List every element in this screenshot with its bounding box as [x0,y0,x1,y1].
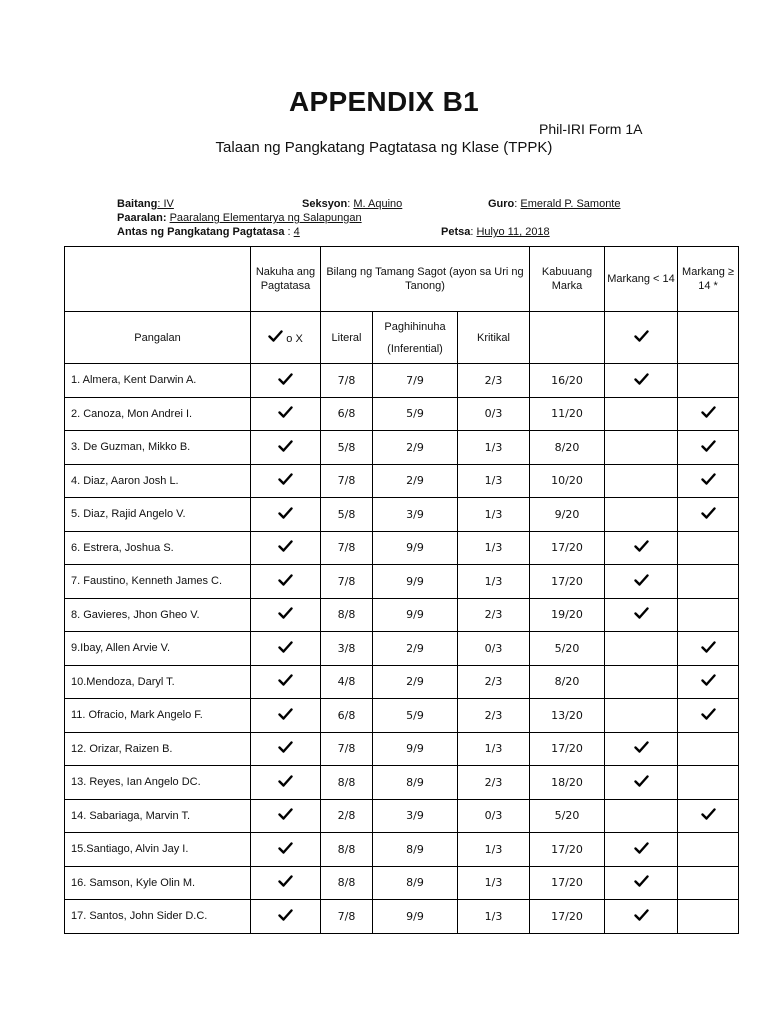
below-14-cell [605,364,678,398]
teacher-label: Guro [488,198,515,210]
check-icon [701,473,716,485]
check-icon [278,406,293,418]
literal-score: 5/8 [321,431,373,465]
above-14-cell [678,632,739,666]
critical-score: 1/3 [458,866,530,900]
check-icon [278,507,293,519]
critical-score: 1/3 [458,833,530,867]
above-14-cell [678,565,739,599]
check-icon [701,708,716,720]
header-above-14: Markang ≥ 14 * [678,247,739,312]
grade-value: : IV [157,198,174,210]
literal-score: 7/8 [321,464,373,498]
taken-cell [251,866,321,900]
above-14-cell [678,866,739,900]
inferential-score: 8/9 [373,766,458,800]
header-critical: Kritikal [458,312,530,364]
check-icon [278,540,293,552]
check-icon [278,875,293,887]
critical-score: 1/3 [458,498,530,532]
table-row [65,866,739,900]
header-above-blank [678,312,739,364]
taken-cell [251,598,321,632]
below-14-cell [605,799,678,833]
header-blank-cell [65,247,251,312]
section-label: Seksyon [302,198,348,210]
check-icon [634,741,649,753]
literal-score: 8/8 [321,598,373,632]
critical-score: 1/3 [458,565,530,599]
taken-cell [251,397,321,431]
taken-cell [251,364,321,398]
check-icon [278,909,293,921]
student-name: 14. Sabariaga, Marvin T. [65,799,251,833]
total-score: 11/20 [530,397,605,431]
taken-cell [251,565,321,599]
literal-score: 7/8 [321,364,373,398]
check-icon [634,574,649,586]
inferential-score: 8/9 [373,866,458,900]
student-name: 4. Diaz, Aaron Josh L. [65,464,251,498]
inferential-score: 9/9 [373,598,458,632]
taken-cell [251,632,321,666]
check-icon [634,842,649,854]
check-icon [634,540,649,552]
student-name: 9.Ibay, Allen Arvie V. [65,632,251,666]
assessment-table [64,246,739,934]
level-label: Antas ng Pangkatang Pagtatasa [117,226,285,238]
header-correct-answers: Bilang ng Tamang Sagot (ayon sa Uri ng Tanong) [321,247,530,312]
table-row [65,431,739,465]
total-score: 17/20 [530,900,605,934]
check-icon [278,641,293,653]
student-name: 17. Santos, John Sider D.C. [65,900,251,934]
table-row [65,699,739,733]
date-field: Petsa: Hulyo 11, 2018 [441,226,550,238]
total-score: 17/20 [530,833,605,867]
check-icon [634,909,649,921]
student-name: 11. Ofracio, Mark Angelo F. [65,699,251,733]
total-score: 17/20 [530,531,605,565]
student-name: 12. Orizar, Raizen B. [65,732,251,766]
taken-cell [251,900,321,934]
check-icon [701,406,716,418]
below-14-cell [605,866,678,900]
inferential-score: 3/9 [373,498,458,532]
table-header-row [65,247,739,312]
teacher-value: Emerald P. Samonte [520,198,621,210]
check-icon [701,808,716,820]
table-row [65,766,739,800]
taken-cell [251,732,321,766]
check-icon [701,507,716,519]
header-literal: Literal [321,312,373,364]
below-14-cell [605,531,678,565]
taken-cell [251,799,321,833]
taken-cell [251,464,321,498]
above-14-cell [678,464,739,498]
below-14-cell [605,565,678,599]
inferential-score: 5/9 [373,699,458,733]
student-name: 7. Faustino, Kenneth James C. [65,565,251,599]
check-icon [278,440,293,452]
table-row [65,498,739,532]
check-icon [278,607,293,619]
below-14-cell [605,598,678,632]
critical-score: 1/3 [458,531,530,565]
inferential-score: 5/9 [373,397,458,431]
literal-score: 6/8 [321,397,373,431]
critical-score: 2/3 [458,364,530,398]
header-inferential-line2: (Inferential) [387,342,443,355]
header-below-14: Markang < 14 [605,247,678,312]
table-row [65,732,739,766]
critical-score: 0/3 [458,799,530,833]
total-score: 17/20 [530,565,605,599]
inferential-score: 9/9 [373,531,458,565]
critical-score: 2/3 [458,598,530,632]
header-taken: Nakuha ang Pagtatasa [251,247,321,312]
table-row [65,364,739,398]
header-taken-legend [251,312,321,364]
table-row [65,598,739,632]
critical-score: 0/3 [458,632,530,666]
section-field: Seksyon: M. Aquino [302,198,403,210]
check-icon [278,842,293,854]
total-score: 17/20 [530,732,605,766]
total-score: 9/20 [530,498,605,532]
inferential-score: 2/9 [373,464,458,498]
total-score: 8/20 [530,665,605,699]
inferential-score: 2/9 [373,665,458,699]
critical-score: 2/3 [458,699,530,733]
school-field [117,212,362,224]
taken-cell [251,699,321,733]
student-name: 8. Gavieres, Jhon Gheo V. [65,598,251,632]
table-row [65,833,739,867]
check-icon [701,674,716,686]
taken-cell [251,431,321,465]
critical-score: 1/3 [458,732,530,766]
above-14-cell [678,665,739,699]
above-14-cell [678,766,739,800]
check-icon [278,373,293,385]
check-icon [634,373,649,385]
below-14-cell [605,431,678,465]
table-row [65,565,739,599]
below-14-cell [605,397,678,431]
table-row [65,464,739,498]
above-14-cell [678,699,739,733]
taken-cell [251,665,321,699]
student-name: 1. Almera, Kent Darwin A. [65,364,251,398]
inferential-score: 2/9 [373,431,458,465]
below-14-cell [605,498,678,532]
total-score: 13/20 [530,699,605,733]
below-14-cell [605,632,678,666]
school-label: Paaralan: [117,212,167,224]
student-name: 6. Estrera, Joshua S. [65,531,251,565]
check-icon [634,330,649,342]
taken-legend-text: o X [286,333,303,345]
total-score: 16/20 [530,364,605,398]
critical-score: 2/3 [458,766,530,800]
student-name: 16. Samson, Kyle Olin M. [65,866,251,900]
student-name: 2. Canoza, Mon Andrei I. [65,397,251,431]
header-inferential-line1: Paghihinuha [384,320,446,333]
check-icon [278,473,293,485]
above-14-cell [678,900,739,934]
header-name: Pangalan [65,312,251,364]
check-icon [634,607,649,619]
taken-cell [251,531,321,565]
critical-score: 0/3 [458,397,530,431]
header-inferential [373,312,458,364]
table-row [65,665,739,699]
total-score: 19/20 [530,598,605,632]
literal-score: 8/8 [321,833,373,867]
literal-score: 7/8 [321,732,373,766]
document-subtitle: Talaan ng Pangkatang Pagtatasa ng Klase (TPPK) [215,139,553,156]
student-name: 10.Mendoza, Daryl T. [65,665,251,699]
literal-score: 4/8 [321,665,373,699]
literal-score: 3/8 [321,632,373,666]
level-field: Antas ng Pangkatang Pagtatasa : 4 [117,226,300,238]
taken-cell [251,766,321,800]
student-name: 3. De Guzman, Mikko B. [65,431,251,465]
taken-cell [251,833,321,867]
below-14-cell [605,833,678,867]
date-label: Petsa [441,226,471,238]
student-name: 5. Diaz, Rajid Angelo V. [65,498,251,532]
total-score: 5/20 [530,632,605,666]
check-icon [278,574,293,586]
inferential-score: 2/9 [373,632,458,666]
total-score: 17/20 [530,866,605,900]
table-row [65,900,739,934]
inferential-score: 9/9 [373,565,458,599]
below-14-cell [605,464,678,498]
literal-score: 8/8 [321,866,373,900]
below-14-cell [605,665,678,699]
total-score: 8/20 [530,431,605,465]
critical-score: 1/3 [458,431,530,465]
student-name: 15.Santiago, Alvin Jay I. [65,833,251,867]
inferential-score: 9/9 [373,900,458,934]
teacher-field: Guro: Emerald P. Samonte [488,198,621,210]
form-label: Phil-IRI Form 1A [539,121,643,137]
above-14-cell [678,498,739,532]
literal-score: 8/8 [321,766,373,800]
grade-field [117,198,174,210]
student-name: 13. Reyes, Ian Angelo DC. [65,766,251,800]
check-icon [701,440,716,452]
inferential-score: 3/9 [373,799,458,833]
literal-score: 6/8 [321,699,373,733]
above-14-cell [678,364,739,398]
critical-score: 2/3 [458,665,530,699]
inferential-score: 7/9 [373,364,458,398]
above-14-cell [678,833,739,867]
table-subheader-row [65,312,739,364]
check-icon [278,775,293,787]
total-score: 18/20 [530,766,605,800]
check-icon [278,708,293,720]
check-icon [634,775,649,787]
section-value: M. Aquino [353,198,403,210]
header-total-score: Kabuuang Marka [530,247,605,312]
table-row [65,531,739,565]
check-icon [278,741,293,753]
inferential-score: 9/9 [373,732,458,766]
check-icon [701,641,716,653]
check-icon [268,330,283,342]
date-value: Hulyo 11, 2018 [476,226,550,238]
critical-score: 1/3 [458,900,530,934]
below-14-cell [605,732,678,766]
grade-label: Baitang [117,198,158,210]
table-row [65,632,739,666]
check-icon [278,674,293,686]
above-14-cell [678,732,739,766]
literal-score: 7/8 [321,565,373,599]
header-below-check [605,312,678,364]
total-score: 5/20 [530,799,605,833]
above-14-cell [678,397,739,431]
level-value: 4 [293,226,300,238]
literal-score: 7/8 [321,900,373,934]
literal-score: 2/8 [321,799,373,833]
header-total-blank [530,312,605,364]
literal-score: 5/8 [321,498,373,532]
below-14-cell [605,699,678,733]
school-value: Paaralang Elementarya ng Salapungan [169,212,362,224]
document-title: APPENDIX B1 [288,86,480,117]
taken-cell [251,498,321,532]
above-14-cell [678,799,739,833]
total-score: 10/20 [530,464,605,498]
inferential-score: 8/9 [373,833,458,867]
below-14-cell [605,766,678,800]
check-icon [278,808,293,820]
above-14-cell [678,431,739,465]
literal-score: 7/8 [321,531,373,565]
below-14-cell [605,900,678,934]
table-row [65,397,739,431]
critical-score: 1/3 [458,464,530,498]
table-row [65,799,739,833]
above-14-cell [678,531,739,565]
check-icon [634,875,649,887]
above-14-cell [678,598,739,632]
